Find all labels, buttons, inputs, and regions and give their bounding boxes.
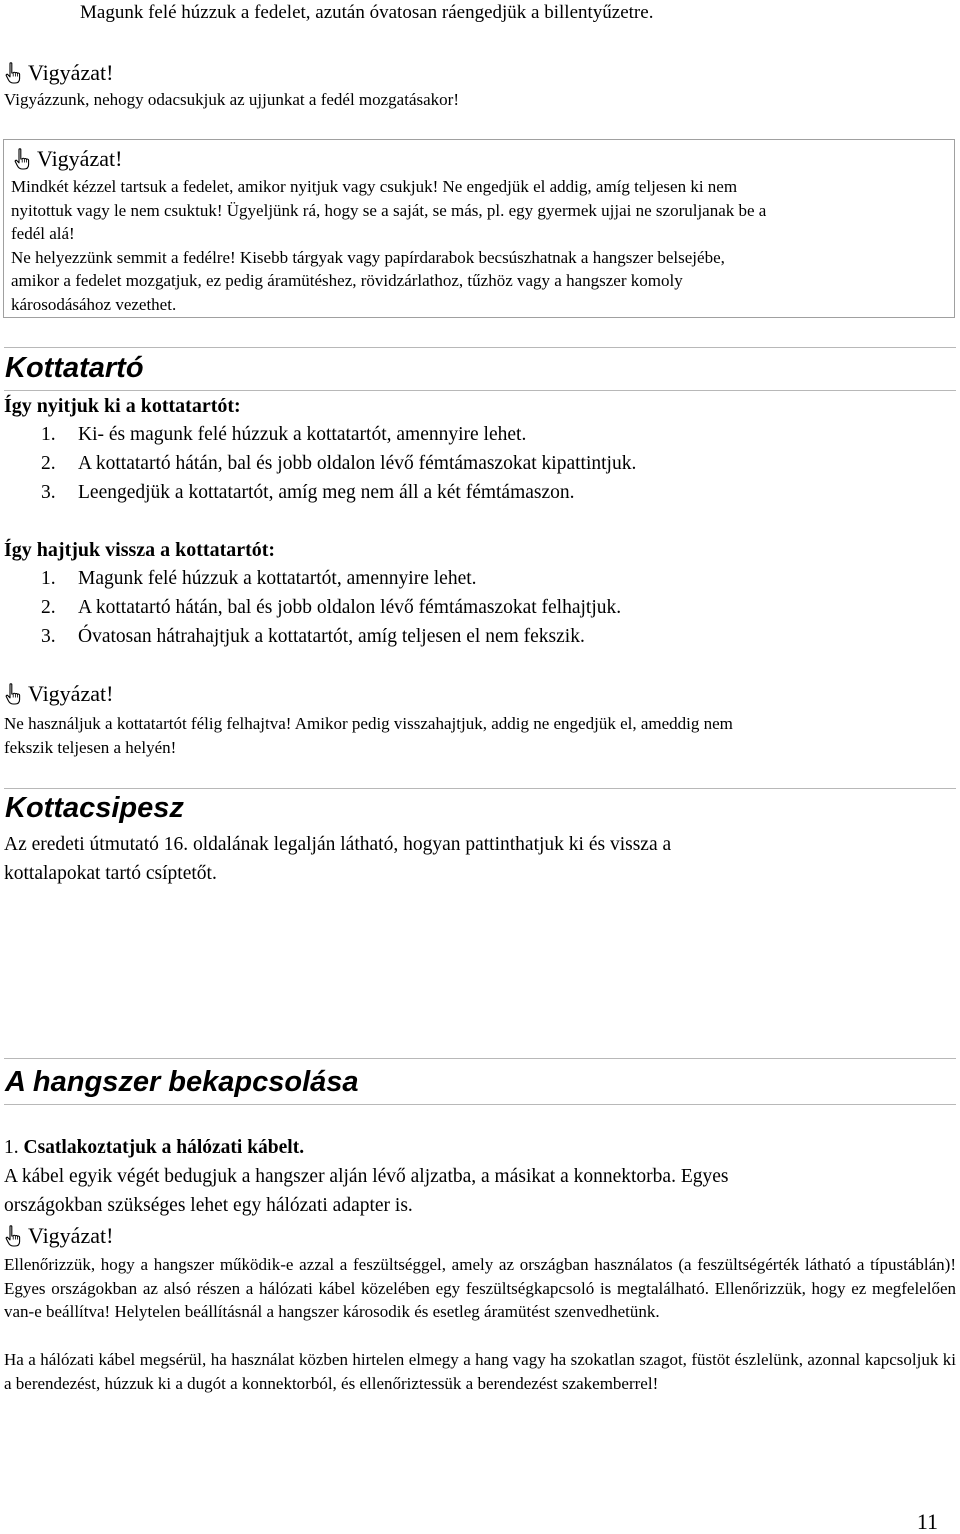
pointing-hand-icon [4, 62, 22, 84]
list-item: 3. Óvatosan hátrahajtjuk a kottatartót, amíg teljesen el nem fekszik. [41, 626, 585, 647]
list-item: 1. Magunk felé húzzuk a kottatartót, amennyire lehet. [41, 568, 477, 589]
list-item: 2. A kottatartó hátán, bal és jobb oldalon lévő fémtámaszokat kipattintjuk. [41, 453, 637, 474]
kottacsipesz-body [4, 830, 671, 888]
kottacsipesz-heading: Kottacsipesz [5, 792, 184, 824]
warning-1-title-text: Vigyázat! [28, 60, 114, 85]
section-rule [4, 1104, 956, 1105]
warning-2-title-text: Vigyázat! [37, 146, 123, 171]
kottacsipesz-line: kottalapokat tartó csíptetőt. [4, 863, 217, 884]
step-title: Csatlakoztatjuk a hálózati kábelt. [23, 1137, 305, 1158]
intro-line: Magunk felé húzzuk a fedelet, azután óvatosan ráengedjük a billentyűzetre. [80, 2, 654, 23]
section-rule [4, 390, 956, 391]
warning-4-title [4, 1222, 113, 1250]
warning-2-line: fedél alá! [11, 224, 75, 243]
open-steps [4, 420, 636, 507]
list-item: 1. Ki- és magunk felé húzzuk a kottatartót, amennyire lehet. [41, 424, 527, 445]
open-title: Így nyitjuk ki a kottatartót: [4, 395, 241, 417]
warning-2-line: amikor a fedelet mozgatjuk, ez pedig áramütéshez, rövidzárlathoz, tűzhöz vagy a hangszer komoly [11, 271, 683, 290]
warning-2-body [11, 175, 951, 316]
list-item: 3. Leengedjük a kottatartót, amíg meg nem áll a két fémtámaszon. [41, 482, 575, 503]
list-item: 2. A kottatartó hátán, bal és jobb oldalon lévő fémtámaszokat felhajtjuk. [41, 597, 622, 618]
section-rule [4, 347, 956, 348]
warning-2-line: nyitottuk vagy le nem csuktuk! Ügyeljünk rá, hogy se a saját, se más, pl. egy gyermek ujjai ne szoruljanak be a [11, 200, 767, 220]
page-number: 11 [916, 1509, 938, 1534]
warning-4-title-text: Vigyázat! [28, 1223, 114, 1248]
warning-2-line: Mindkét kézzel tartsuk a fedelet, amikor nyitjuk vagy csukjuk! Ne engedjük el addig, amíg teljesen ki nem [11, 177, 738, 196]
kottacsipesz-line: Az eredeti útmutató 16. oldalának legalján látható, hogyan pattinthatjuk ki és vissza a [4, 834, 672, 855]
warning-2-title [13, 145, 122, 173]
warning-1-title [4, 59, 113, 87]
bekapcsolas-step [4, 1133, 304, 1162]
warning-4-para-2: Ha a hálózati kábel megsérül, ha használat közben hirtelen elmegy a hang vagy ha szokatlan szagot, füstöt észlelünk, azonnal kapcsoljuk ki a berendezést, húzzuk ki a dugót a konnektorból, és ellenőriztessük a berendezést szakemberrel! [4, 1350, 956, 1393]
warning-4-para-1: Ellenőrizzük, hogy a hangszer működik-e azzal a feszültséggel, amely az országban használatos (a feszültségérték látható a típustáblán)! Egyes országokban az alsó részen a hálózati kábel közelében egy feszültségkapcsoló is megtalálható. Ellenőrizzük, hogy ez megfelelően van-e beállítva! Helytelen beállításnál a hangszer károsodik és esetleg áramütést szenvedhetünk. [4, 1255, 956, 1321]
warning-1-text: Vigyázzunk, nehogy odacsukjuk az ujjunkat a fedél mozgatásakor! [4, 90, 459, 109]
warning-3-title [4, 680, 113, 708]
warning-3-line: Ne használjuk a kottatartót félig felhajtva! Amikor pedig visszahajtjuk, addig ne engedjük el, ameddig nem [4, 714, 733, 733]
warning-3-body [4, 712, 733, 759]
bekapcsolas-body [4, 1162, 729, 1220]
warning-2-line: károsodásához vezethet. [11, 294, 177, 314]
section-rule [4, 788, 956, 789]
bekapcsolas-line: A kábel egyik végét bedugjuk a hangszer alján lévő aljzatba, a másikat a konnektorba. Egyes [4, 1166, 729, 1187]
warning-3-line: fekszik teljesen a helyén! [4, 737, 177, 757]
section-rule [4, 1058, 956, 1059]
step-number: 1. [4, 1137, 19, 1158]
warning-3-title-text: Vigyázat! [28, 681, 114, 706]
close-title: Így hajtjuk vissza a kottatartót: [4, 539, 276, 561]
pointing-hand-icon [4, 1225, 22, 1247]
pointing-hand-icon [13, 148, 31, 170]
kottatarto-heading: Kottatartó [5, 352, 144, 384]
pointing-hand-icon [4, 683, 22, 705]
close-steps [4, 564, 621, 651]
bekapcsolas-heading: A hangszer bekapcsolása [5, 1066, 359, 1098]
warning-2-line: Ne helyezzünk semmit a fedélre! Kisebb tárgyak vagy papírdarabok becsúszhatnak a hangszer belsejébe, [11, 247, 725, 267]
bekapcsolas-line: országokban szükséges lehet egy hálózati adapter is. [4, 1195, 413, 1216]
